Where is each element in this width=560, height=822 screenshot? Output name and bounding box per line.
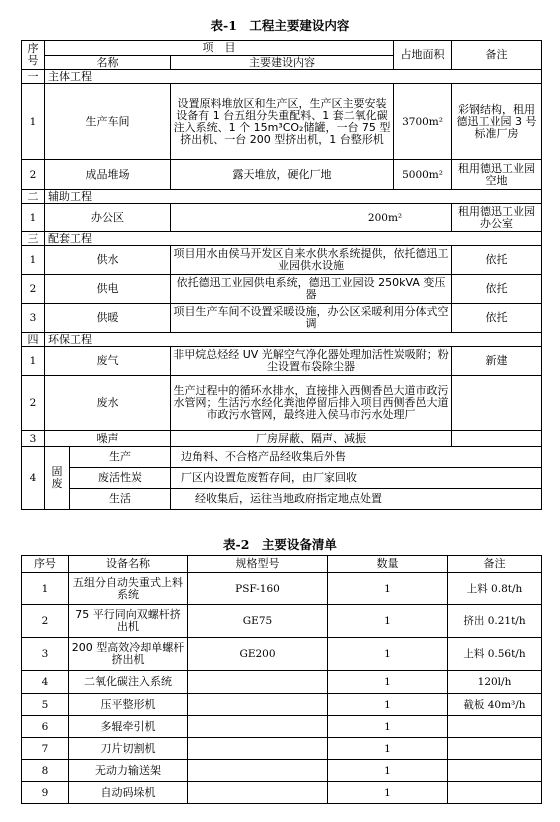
row-no: 8: [22, 760, 69, 782]
row-no: 3: [22, 304, 45, 333]
row-qty: 1: [328, 716, 448, 738]
equipment-list-table: [21, 555, 542, 804]
row-name: 刀片切割机: [69, 738, 188, 760]
row-name: 多辊牵引机: [69, 716, 188, 738]
header-item: 项 目: [45, 41, 394, 56]
row-no: 2: [22, 605, 69, 638]
section-no: 三: [22, 232, 45, 246]
header-remark: 备注: [448, 556, 542, 573]
row-no: 1: [22, 84, 45, 160]
table-row: [22, 347, 542, 376]
table-row: [22, 638, 542, 671]
table-row: [22, 716, 542, 738]
row-remark: 上料 0.8t/h: [448, 573, 542, 605]
row-model: GE75: [188, 605, 328, 638]
row-remark: [448, 716, 542, 738]
row-qty: 1: [328, 738, 448, 760]
header-area: 占地面积: [394, 41, 452, 70]
section-no: 一: [22, 70, 45, 84]
table-row: [22, 84, 542, 160]
row-content: 厂区内设置危废暂存间，由厂家回收: [171, 468, 542, 489]
row-content: 项目用水由侯马开发区自来水供水系统提供，依托德迅工业园供水设施: [171, 246, 452, 275]
row-name: 办公区: [45, 204, 171, 232]
section-row-main: [22, 70, 542, 84]
section-no: 二: [22, 190, 45, 204]
table-row: [22, 605, 542, 638]
row-remark: [452, 376, 542, 431]
row-model: [188, 716, 328, 738]
row-name: 200 型高效冷却单螺杆挤出机: [69, 638, 188, 671]
row-remark: 上料 0.56t/h: [448, 638, 542, 671]
table-row: [22, 782, 542, 804]
row-remark: [448, 738, 542, 760]
row-name: 无动力输送架: [69, 760, 188, 782]
row-name: 成品堆场: [45, 160, 171, 190]
table2-caption: 表-2 主要设备清单: [223, 537, 337, 552]
row-content: 经收集后，运往当地政府指定地点处置: [171, 489, 542, 510]
section-title: 主体工程: [45, 70, 542, 84]
row-content: 生产过程中的循环水排水，直接排入西侧香邑大道市政污水管网；生活污水经化粪池停留后排入项目西侧香邑大道市政污水管网，最终进入侯马市污水处理厂: [171, 376, 452, 431]
row-no: 1: [22, 204, 45, 232]
row-remark: 租用德迅工业园办公室: [452, 204, 542, 232]
table2-header-row: [22, 556, 542, 573]
row-no: 4: [22, 447, 45, 510]
row-no: 1: [22, 573, 69, 605]
section-title: 配套工程: [45, 232, 542, 246]
table1-header-row: [22, 41, 542, 56]
row-no: 1: [22, 246, 45, 275]
row-name: 供电: [45, 275, 171, 304]
header-name: 设备名称: [69, 556, 188, 573]
row-name: 生产: [70, 447, 171, 468]
row-name: 五组分自动失重式上料系统: [69, 573, 188, 605]
row-remark: 租用德迅工业园空地: [452, 160, 542, 190]
header-model: 规格型号: [188, 556, 328, 573]
table-row: [22, 160, 542, 190]
row-area: 200m²: [171, 204, 452, 232]
row-qty: 1: [328, 760, 448, 782]
row-no: 3: [22, 431, 45, 447]
row-content: 厂房屏蔽、隔声、减振: [171, 431, 452, 447]
header-name: 名称: [45, 56, 171, 70]
table-row: [22, 489, 542, 510]
row-area: 3700m²: [394, 84, 452, 160]
section-row-env: [22, 333, 542, 347]
row-no: 7: [22, 738, 69, 760]
row-name: 废活性炭: [70, 468, 171, 489]
section-row-aux: [22, 190, 542, 204]
table-row: [22, 376, 542, 431]
row-remark: 120l/h: [448, 671, 542, 694]
row-qty: 1: [328, 573, 448, 605]
table-row: [22, 573, 542, 605]
section-title: 辅助工程: [45, 190, 542, 204]
row-qty: 1: [328, 638, 448, 671]
row-content: 非甲烷总烃经 UV 光解空气净化器处理加活性炭吸附；粉尘设置布袋除尘器: [171, 347, 452, 376]
row-name: 供水: [45, 246, 171, 275]
row-model: [188, 671, 328, 694]
row-qty: 1: [328, 782, 448, 804]
row-model: [188, 782, 328, 804]
table-row: [22, 431, 542, 447]
row-no: 5: [22, 694, 69, 716]
row-content: 依托德迅工业园供电系统，德迅工业园设 250kVA 变压器: [171, 275, 452, 304]
row-content: 设置原料堆放区和生产区，生产区主要安装设备有 1 台五组分失重配料、1 套二氧化碳注入系统、1 个 15m³CO₂储罐，一台 75 型挤出机、一台 200 型挤出机，1 台整形机: [171, 84, 394, 160]
row-name: 供暖: [45, 304, 171, 333]
row-remark: 依托: [452, 304, 542, 333]
row-model: PSF-160: [188, 573, 328, 605]
header-no: 序号: [22, 556, 69, 573]
row-remark: 截板 40m³/h: [448, 694, 542, 716]
row-remark: 依托: [452, 246, 542, 275]
table-row: [22, 246, 542, 275]
row-area: 5000m²: [394, 160, 452, 190]
row-name: 75 平行同向双螺杆挤出机: [69, 605, 188, 638]
row-content: 边角料、不合格产品经收集后外售: [171, 447, 542, 468]
construction-content-table: [21, 40, 542, 510]
row-no: 3: [22, 638, 69, 671]
row-name: 废气: [45, 347, 171, 376]
table-row: [22, 275, 542, 304]
row-name: 废水: [45, 376, 171, 431]
row-no: 2: [22, 376, 45, 431]
row-no: 2: [22, 160, 45, 190]
row-remark: [452, 431, 542, 447]
table-row: [22, 468, 542, 489]
section-title: 环保工程: [45, 333, 542, 347]
row-remark: 新建: [452, 347, 542, 376]
row-qty: 1: [328, 671, 448, 694]
row-name: 二氧化碳注入系统: [69, 671, 188, 694]
table-row: [22, 760, 542, 782]
row-no: 9: [22, 782, 69, 804]
row-content: 露天堆放，硬化厂地: [171, 160, 394, 190]
table-row: [22, 671, 542, 694]
row-remark: [448, 782, 542, 804]
row-no: 2: [22, 275, 45, 304]
row-remark: [448, 760, 542, 782]
table1-caption: 表-1 工程主要建设内容: [210, 18, 350, 33]
row-remark: 依托: [452, 275, 542, 304]
table-row: [22, 738, 542, 760]
row-remark: 挤出 0.21t/h: [448, 605, 542, 638]
table-row: [22, 204, 542, 232]
row-name: 生活: [70, 489, 171, 510]
header-remark: 备注: [452, 41, 542, 70]
row-remark: 彩钢结构，租用德迅工业园 3 号标准厂房: [452, 84, 542, 160]
header-no: 序号: [22, 41, 45, 70]
row-name: 自动码垛机: [69, 782, 188, 804]
header-content: 主要建设内容: [171, 56, 394, 70]
row-name: 噪声: [45, 431, 171, 447]
solid-waste-group-label: 固废: [45, 447, 70, 510]
section-no: 四: [22, 333, 45, 347]
header-qty: 数量: [328, 556, 448, 573]
table-row: [22, 447, 542, 468]
row-model: GE200: [188, 638, 328, 671]
row-no: 4: [22, 671, 69, 694]
row-name: 生产车间: [45, 84, 171, 160]
row-no: 6: [22, 716, 69, 738]
row-content: 项目生产车间不设置采暖设施，办公区采暖利用分体式空调: [171, 304, 452, 333]
row-qty: 1: [328, 605, 448, 638]
row-no: 1: [22, 347, 45, 376]
row-name: 压平整形机: [69, 694, 188, 716]
row-qty: 1: [328, 694, 448, 716]
row-model: [188, 760, 328, 782]
row-model: [188, 694, 328, 716]
row-model: [188, 738, 328, 760]
section-row-support: [22, 232, 542, 246]
table-row: [22, 304, 542, 333]
table-row: [22, 694, 542, 716]
